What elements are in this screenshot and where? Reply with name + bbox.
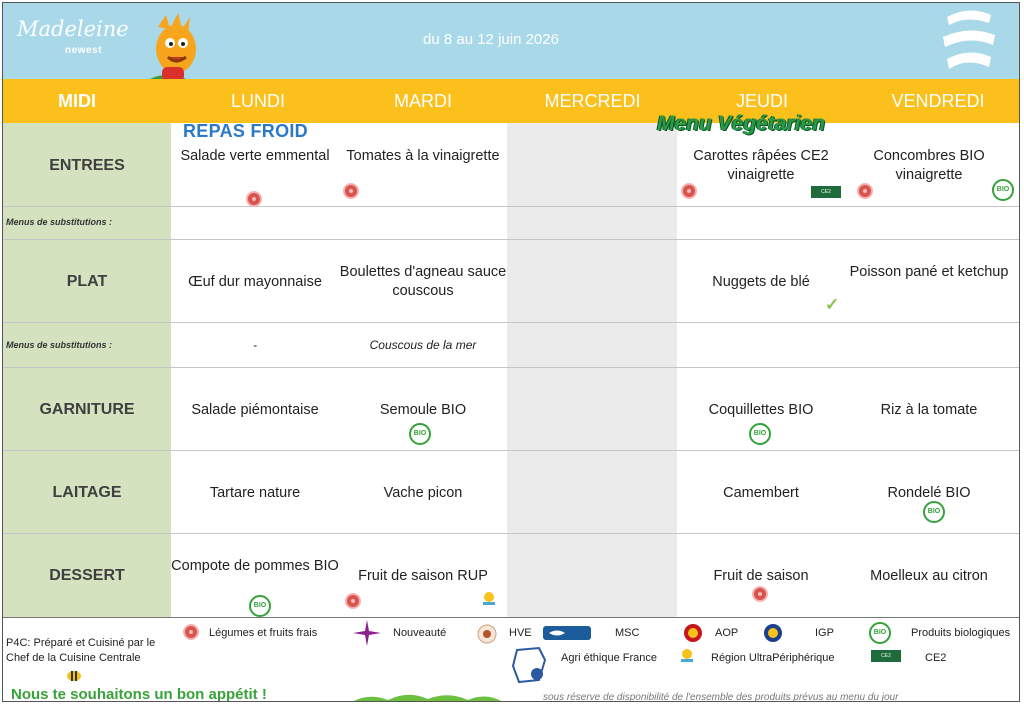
row-divider xyxy=(3,239,1019,240)
rup-region-icon xyxy=(481,591,497,607)
entree-vendredi: Concombres BIO vinaigrette xyxy=(873,148,985,183)
availability-disclaimer: sous réserve de disponibilité de l'ensemble des produits prévus au menu du jour xyxy=(543,692,899,702)
legend-bio: Produits biologiques xyxy=(911,627,1011,639)
row-divider xyxy=(3,367,1019,368)
legend-footer xyxy=(3,617,1019,702)
bio-icon: BIO xyxy=(249,595,271,617)
substitution-label: Menus de substitutions : xyxy=(6,217,113,227)
row-divider xyxy=(3,533,1019,534)
bio-icon: BIO xyxy=(409,423,431,445)
menu-sheet xyxy=(2,2,1020,702)
msc-icon xyxy=(543,626,591,640)
dessert-vendredi: Moelleux au citron xyxy=(870,568,988,584)
date-range: du 8 au 12 juin 2026 xyxy=(423,31,559,48)
dessert-jeudi: Fruit de saison xyxy=(713,568,809,584)
fresh-produce-icon xyxy=(345,593,361,609)
ce2-icon: CE2 xyxy=(871,650,901,662)
row-label-laitage: LAITAGE xyxy=(52,484,122,501)
cold-meal-banner: REPAS FROID xyxy=(183,121,308,141)
legend-agri: Agri éthique France xyxy=(561,652,657,664)
fresh-produce-icon xyxy=(752,586,768,602)
rup-region-icon xyxy=(679,648,695,664)
fresh-produce-icon xyxy=(343,183,359,199)
legend-rup: Région UltraPériphérique xyxy=(711,652,835,664)
dessert-mardi: Fruit de saison RUP xyxy=(358,568,488,584)
fresh-produce-icon xyxy=(183,624,199,640)
bio-icon: BIO xyxy=(749,423,771,445)
plat-jeudi: Nuggets de blé xyxy=(712,274,810,290)
laitage-mardi: Vache picon xyxy=(383,485,463,501)
row-label-dessert: DESSERT xyxy=(49,567,125,584)
legend-msc: MSC xyxy=(615,627,640,639)
legend-nouveaute: Nouveauté xyxy=(393,627,447,639)
meal-label: MIDI xyxy=(58,91,96,111)
vegetarian-menu-banner: Menu Végétarien xyxy=(657,112,826,135)
caterer-logo-icon xyxy=(939,7,997,75)
day-jeudi: JEUDI xyxy=(735,91,788,111)
day-mercredi: MERCREDI xyxy=(544,91,641,111)
brand-logo: Madeleine xyxy=(17,17,129,41)
row-label-garniture: GARNITURE xyxy=(39,401,135,418)
bio-icon: BIO xyxy=(992,179,1014,201)
new-star-icon xyxy=(353,620,381,646)
row-divider xyxy=(3,322,1019,323)
row-divider xyxy=(3,206,1019,207)
ce2-icon: CE2 xyxy=(811,186,841,198)
menu-grid xyxy=(3,123,1019,617)
entree-jeudi: Carottes râpées CE2 vinaigrette xyxy=(693,148,829,183)
legend-igp: IGP xyxy=(815,627,834,639)
legend-hve: HVE xyxy=(509,627,532,639)
entree-mardi: Tomates à la vinaigrette xyxy=(346,148,500,164)
plat-vendredi: Poisson pané et ketchup xyxy=(849,264,1009,280)
fresh-produce-icon xyxy=(681,183,697,199)
bio-icon: BIO xyxy=(923,501,945,523)
vegetarian-check-icon: ✓ xyxy=(825,295,840,314)
row-divider xyxy=(3,450,1019,451)
p4c-note: P4C: Préparé et Cuisiné par le Chef de la Cuisine Centrale xyxy=(6,637,156,664)
day-header-row xyxy=(3,79,1019,123)
aop-icon xyxy=(683,623,703,643)
day-mardi: MARDI xyxy=(394,91,452,111)
row-label-plat: PLAT xyxy=(66,273,108,290)
chef-bee-icon xyxy=(65,666,83,682)
plat-lundi: Œuf dur mayonnaise xyxy=(188,274,322,290)
garniture-lundi: Salade piémontaise xyxy=(191,402,319,418)
brand-subtitle: newest xyxy=(65,45,102,56)
agri-ethique-icon xyxy=(509,646,551,686)
substitution-label: Menus de substitutions : xyxy=(6,340,113,350)
plat-mardi: Boulettes d'agneau sauce couscous xyxy=(339,264,507,299)
row-label-entrees: ENTREES xyxy=(49,157,125,174)
legend-aop: AOP xyxy=(715,627,739,639)
hve-icon xyxy=(477,624,497,644)
substitution-mardi: Couscous de la mer xyxy=(369,338,477,352)
entree-lundi: Salade verte emmental xyxy=(180,148,330,164)
laitage-jeudi: Camembert xyxy=(723,485,799,501)
dessert-lundi: Compote de pommes BIO xyxy=(171,558,339,574)
day-vendredi: VENDREDI xyxy=(891,91,985,111)
header-banner xyxy=(3,3,1019,79)
garniture-jeudi: Coquillettes BIO xyxy=(708,402,814,418)
fresh-produce-icon xyxy=(857,183,873,199)
laitage-lundi: Tartare nature xyxy=(209,485,301,501)
row-label-column xyxy=(3,123,171,617)
laitage-vendredi: Rondelé BIO xyxy=(887,485,971,501)
bon-appetit-message: Nous te souhaitons un bon appétit ! xyxy=(11,686,267,702)
day-lundi: LUNDI xyxy=(230,91,285,111)
grass-decoration-icon xyxy=(348,690,503,702)
garniture-vendredi: Riz à la tomate xyxy=(880,402,978,418)
substitution-lundi: - xyxy=(253,338,257,352)
legend-legumes: Légumes et fruits frais xyxy=(209,627,318,639)
legend-ce2: CE2 xyxy=(925,652,947,664)
bio-icon: BIO xyxy=(869,622,891,644)
closed-day-column xyxy=(507,123,677,617)
fresh-produce-icon xyxy=(246,191,262,207)
igp-icon xyxy=(763,623,783,643)
garniture-mardi: Semoule BIO xyxy=(379,402,467,418)
